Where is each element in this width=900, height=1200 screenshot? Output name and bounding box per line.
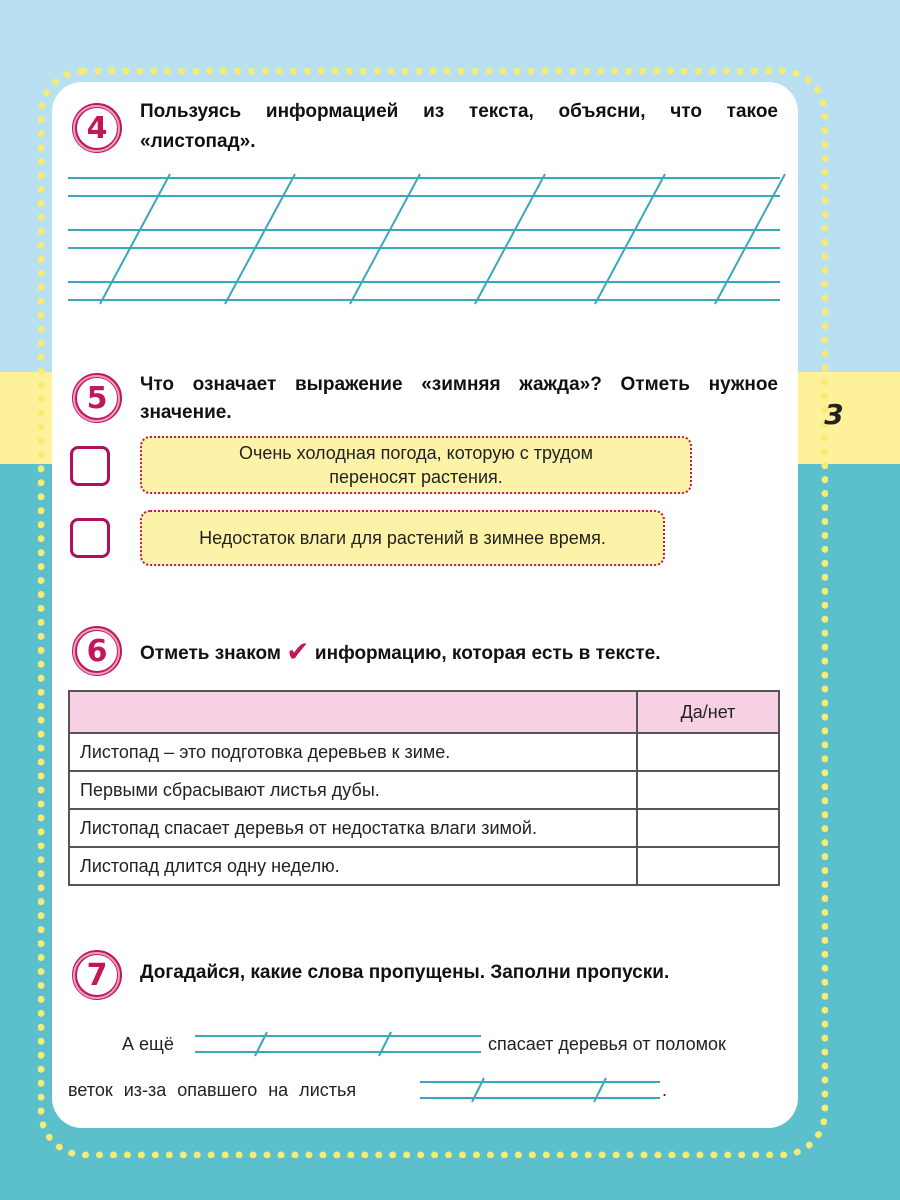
table-header-row: [69, 691, 779, 733]
task-5-option-1-checkbox[interactable]: [70, 446, 110, 486]
task-7-number-badge: 7: [72, 950, 122, 1000]
table-row: [69, 809, 779, 847]
task-7-blank-2[interactable]: [420, 1076, 660, 1106]
task-6-question-after: информацию, которая есть в тексте.: [314, 643, 661, 664]
table-row: [69, 771, 779, 809]
table-row-statement: Листопад спасает деревья от недостатка влаги зимой.: [69, 809, 637, 847]
task-5-number-badge: 5: [72, 373, 122, 423]
task-5-option-1-line2: переносят растения.: [329, 467, 503, 487]
table-row-answer-cell[interactable]: [637, 847, 779, 885]
task-7-sentence-part2: спасает деревья от поломок: [488, 1034, 726, 1054]
table-row-answer-cell[interactable]: [637, 809, 779, 847]
task-4-question-line2: «листопад».: [140, 131, 256, 152]
table-row-statement: Первыми сбрасывают листья дубы.: [69, 771, 637, 809]
task-7-sentence-part3: веток из-за опавшего на листья: [68, 1080, 357, 1100]
task-5-option-1[interactable]: [140, 436, 692, 494]
task-5-option-1-line1: Очень холодная погода, которую с трудом: [238, 443, 594, 463]
task-5-option-2[interactable]: [140, 510, 665, 566]
task-5-option-2-checkbox[interactable]: [70, 518, 110, 558]
task-4-question-line1: Пользуясь информацией из текста, объясни, что такое: [140, 101, 778, 122]
task-7-sentence-end: .: [662, 1080, 668, 1100]
check-mark-icon: ✔: [286, 636, 310, 667]
task-6-question-before: Отметь знаком: [140, 643, 281, 664]
task-6-table: [68, 690, 780, 886]
task-7-sentence-part1: А ещё: [122, 1034, 174, 1054]
task-7-question: Догадайся, какие слова пропущены. Заполни пропуски.: [140, 962, 670, 983]
table-header-statement: [69, 691, 637, 733]
task-4-number-badge: 4: [72, 103, 122, 153]
table-row: [69, 733, 779, 771]
table-row-statement: Листопад – это подготовка деревьев к зиме.: [69, 733, 637, 771]
table-row: [69, 847, 779, 885]
table-header-answer: Да/нет: [637, 691, 779, 733]
task-5-question-line1: Что означает выражение «зимняя жажда»? Отметь нужное: [140, 374, 778, 395]
task-5-option-2-label: Недостаток влаги для растений в зимнее время.: [199, 528, 606, 548]
table-row-answer-cell[interactable]: [637, 771, 779, 809]
table-row-statement: Листопад длится одну неделю.: [69, 847, 637, 885]
table-row-answer-cell[interactable]: [637, 733, 779, 771]
task-7-blank-1[interactable]: [195, 1030, 481, 1060]
page-number: 3: [824, 398, 844, 431]
task-6-number-badge: 6: [72, 626, 122, 676]
task-6-question: [140, 637, 660, 669]
task-5-question-line2: значение.: [140, 402, 232, 423]
